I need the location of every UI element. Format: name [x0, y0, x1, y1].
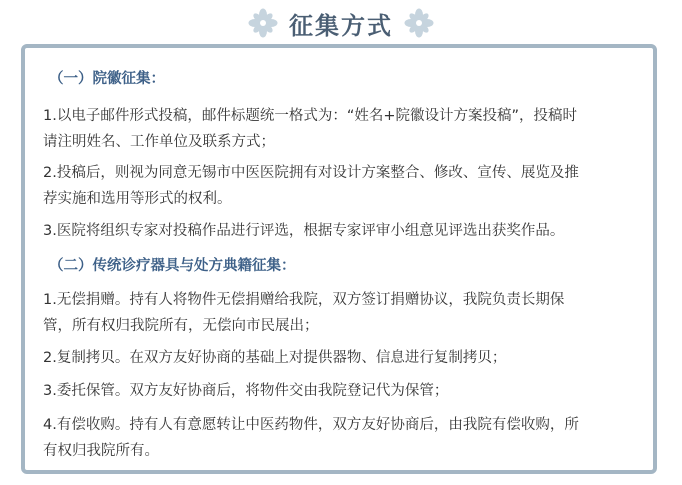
flower-icon: [404, 8, 434, 38]
paragraph-line: 2.复制拷贝。在双方友好协商的基础上对提供器物、信息进行复制拷贝；: [43, 350, 507, 366]
paragraph-line: 请注明姓名、工作单位及联系方式；: [43, 134, 275, 150]
content-card: [21, 44, 657, 474]
page-title: 征集方式: [289, 12, 393, 40]
section-heading: （二）传统诊疗器具与处方典籍征集：: [49, 258, 296, 274]
paragraph-line: 3.医院将组织专家对投稿作品进行评选，根据专家评审小组意见评选出获奖作品。: [43, 223, 565, 239]
paragraph-line: 2.投稿后，则视为同意无锡市中医医院拥有对设计方案整合、修改、宣传、展览及推: [43, 165, 579, 181]
title-bar: [0, 0, 682, 44]
paragraph-line: 管，所有权归我院所有，无偿向市民展出；: [43, 318, 319, 334]
paragraph-line: 4.有偿收购。持有人有意愿转让中医药物件，双方友好协商后，由我院有偿收购，所: [43, 417, 579, 433]
paragraph-line: 1.无偿捐赠。持有人将物件无偿捐赠给我院，双方签订捐赠协议，我院负责长期保: [43, 292, 565, 308]
paragraph-line: 1.以电子邮件形式投稿，邮件标题统一格式为：“姓名+院徽设计方案投稿”，投稿时: [43, 108, 578, 124]
paragraph-line: 有权归我院所有。: [43, 443, 159, 459]
section-heading: （一）院徽征集：: [49, 71, 165, 87]
paragraph-line: 3.委托保管。双方友好协商后，将物件交由我院登记代为保管；: [43, 383, 449, 399]
paragraph-line: 荐实施和选用等形式的权利。: [43, 191, 232, 207]
